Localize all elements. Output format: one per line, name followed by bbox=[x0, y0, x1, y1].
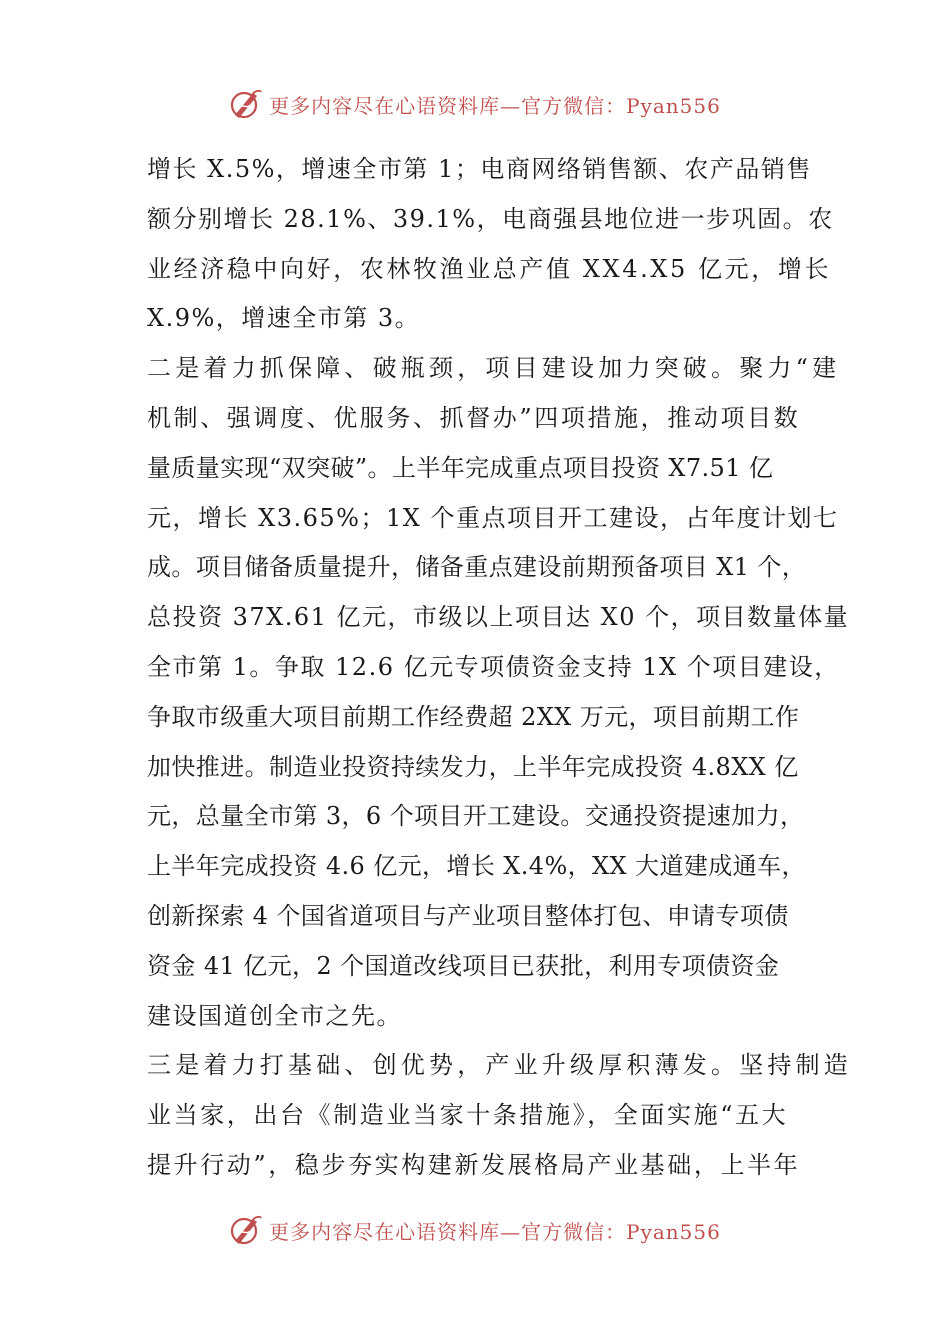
body-line: 二是着力抓保障、破瓶颈，项目建设加力突破。聚力“建 bbox=[147, 354, 841, 383]
body-line: 量质量实现“双突破”。上半年完成重点项目投资 X7.51 亿 bbox=[147, 453, 774, 482]
body-line: 争取市级重大项目前期工作经费超 2XX 万元，项目前期工作 bbox=[147, 702, 800, 731]
body-line: 成。项目储备质量提升，储备重点建设前期预备项目 X1 个， bbox=[147, 553, 807, 582]
body-line: X.9%，增速全市第 3。 bbox=[147, 304, 421, 333]
pen-logo-icon bbox=[229, 87, 263, 121]
body-line: 加快推进。制造业投资持续发力，上半年完成投资 4.8XX 亿 bbox=[147, 752, 799, 781]
watermark-text: 更多内容尽在心语资料库—官方微信：Pyan556 bbox=[269, 93, 721, 118]
body-line: 额分别增长 28.1%、39.1%，电商强县地位进一步巩固。农 bbox=[147, 204, 834, 233]
body-line: 资金 41 亿元，2 个国道改线项目已获批，利用专项债资金 bbox=[147, 951, 780, 980]
body-line: 机制、强调度、优服务、抓督办”四项措施，推动项目数 bbox=[147, 403, 801, 432]
body-line: 创新探索 4 个国省道项目与产业项目整体打包、申请专项债 bbox=[147, 901, 789, 930]
body-line: 增长 X.5%，增速全市第 1；电商网络销售额、农产品销售 bbox=[147, 155, 812, 183]
body-line: 业经济稳中向好，农林牧渔业总产值 XX4.X5 亿元，增长 bbox=[147, 254, 832, 283]
body-line: 提升行动”，稳步夯实构建新发展格局产业基础，上半年 bbox=[147, 1150, 801, 1179]
watermark-text: 更多内容尽在心语资料库—官方微信：Pyan556 bbox=[269, 1219, 721, 1244]
footer-watermark bbox=[0, 1210, 950, 1250]
header-watermark bbox=[0, 84, 950, 124]
document-body bbox=[147, 145, 852, 1191]
pen-logo-icon bbox=[229, 1213, 263, 1247]
body-line: 总投资 37X.61 亿元，市级以上项目达 X0 个，项目数量体量 bbox=[147, 603, 850, 632]
body-line: 元，增长 X3.65%；1X 个重点项目开工建设，占年度计划七 bbox=[147, 503, 839, 532]
body-line: 三是着力打基础、创优势，产业升级厚积薄发。坚持制造 bbox=[147, 1051, 852, 1080]
body-line: 建设国道创全市之先。 bbox=[147, 1001, 402, 1030]
body-line: 业当家，出台《制造业当家十条措施》，全面实施“五大 bbox=[147, 1101, 789, 1130]
body-line: 上半年完成投资 4.6 亿元，增长 X.4%，XX 大道建成通车， bbox=[147, 852, 806, 881]
body-line: 全市第 1。争取 12.6 亿元专项债资金支持 1X 个项目建设， bbox=[147, 652, 840, 681]
body-line: 元，总量全市第 3，6 个项目开工建设。交通投资提速加力， bbox=[147, 802, 805, 831]
